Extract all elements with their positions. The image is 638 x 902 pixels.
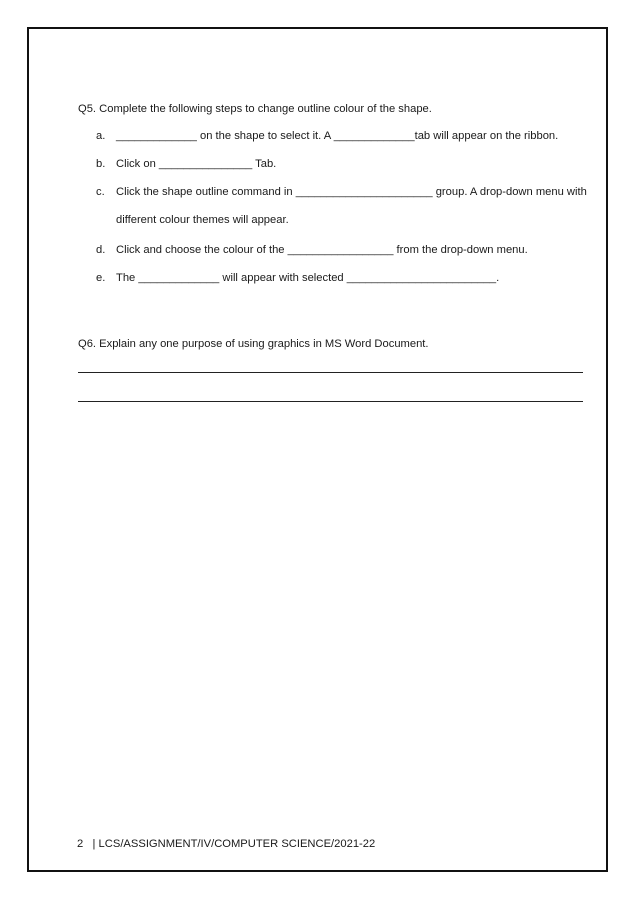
- q6-heading: Q6. Explain any one purpose of using graphics in MS Word Document.: [78, 338, 429, 350]
- q5-item-e-text: The _____________ will appear with selected ________________________.: [116, 272, 500, 284]
- q5-item-b-text: Click on _______________ Tab.: [116, 158, 277, 170]
- answer-line-1[interactable]: [78, 372, 583, 373]
- q5-item-a-text: _____________ on the shape to select it. A _____________tab will appear on the ribbon.: [116, 130, 559, 142]
- q5-item-c-text: Click the shape outline command in ______________________ group. A drop-down menu with: [116, 186, 587, 198]
- q5-heading: Q5. Complete the following steps to change outline colour of the shape.: [78, 103, 432, 115]
- q5-item-d-text: Click and choose the colour of the _________________ from the drop-down menu.: [116, 244, 528, 256]
- q5-item-c-continuation: different colour themes will appear.: [116, 214, 289, 226]
- q5-item-e-letter: e.: [96, 272, 106, 284]
- q5-item-a-letter: a.: [96, 130, 106, 142]
- q5-item-b-letter: b.: [96, 158, 106, 170]
- answer-line-2[interactable]: [78, 401, 583, 402]
- page-footer: 2 | LCS/ASSIGNMENT/IV/COMPUTER SCIENCE/2021-22: [77, 838, 376, 850]
- q5-item-c-letter: c.: [96, 186, 105, 198]
- page-border: [27, 27, 608, 872]
- q5-item-d-letter: d.: [96, 244, 106, 256]
